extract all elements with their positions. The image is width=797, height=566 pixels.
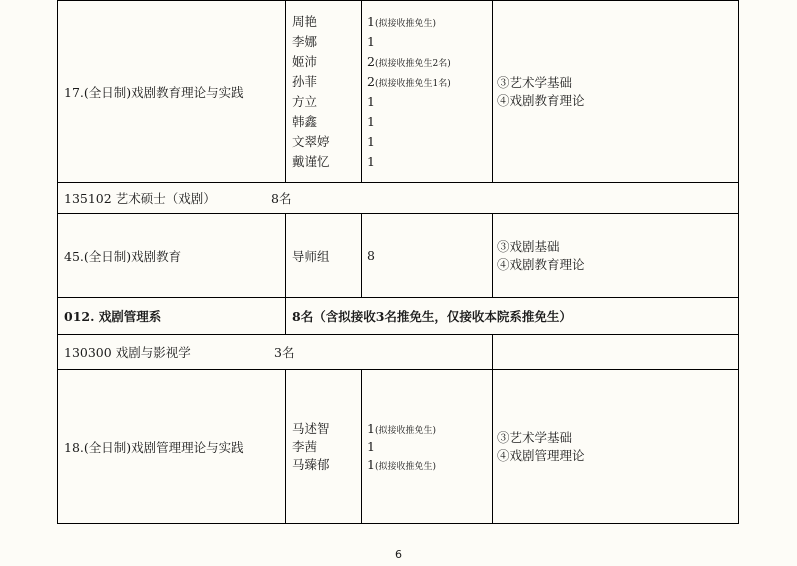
supervisor-cell xyxy=(286,214,362,298)
quota-line xyxy=(367,420,492,438)
exam-subject: ④戏剧管理理论 xyxy=(497,447,585,463)
page-number: 6 xyxy=(395,548,402,561)
quota-note: (拟接收推免生2名) xyxy=(374,58,451,69)
supervisor-name: 李茜 xyxy=(292,438,318,454)
supervisor-name: 韩鑫 xyxy=(292,113,318,129)
quota-line xyxy=(367,52,492,72)
table-row xyxy=(58,1,739,183)
supervisor-name: 马述智 xyxy=(292,420,330,436)
exam-subject: ③艺术学基础 xyxy=(497,429,573,445)
quota-line xyxy=(367,456,492,474)
empty-cell xyxy=(493,335,739,370)
quota-note: (拟接收推免生1名) xyxy=(374,78,451,89)
quota-line xyxy=(367,132,492,152)
major-name: 135102 艺术硕士（戏剧） xyxy=(64,191,216,206)
exam-subject: ④戏剧教育理论 xyxy=(497,92,585,108)
department-name: 012. 戏剧管理系 xyxy=(64,309,162,324)
major-header-cell xyxy=(58,183,739,214)
major-name: 130300 戏剧与影视学 xyxy=(64,345,191,360)
quota-number: 2 xyxy=(367,53,375,69)
quota-note: (拟接收推免生) xyxy=(374,18,436,29)
quota-note: (拟接收推免生) xyxy=(374,425,436,436)
program-cell xyxy=(58,370,286,524)
supervisor-name: 姬沛 xyxy=(292,53,318,69)
quota-line xyxy=(367,152,492,172)
quota-line xyxy=(367,72,492,92)
department-summary: 8名（含拟接收3名推免生，仅接收本院系推免生） xyxy=(292,309,572,324)
program-cell xyxy=(58,214,286,298)
quota-number: 8 xyxy=(367,248,375,263)
quota-cell xyxy=(362,214,493,298)
supervisor-cell xyxy=(286,1,362,183)
quota-number: 1 xyxy=(367,113,375,129)
quota-number: 1 xyxy=(367,33,375,49)
exam-subjects-cell xyxy=(493,370,739,524)
quota-number: 1 xyxy=(367,153,375,169)
department-summary-cell xyxy=(286,298,739,335)
quota-number: 1 xyxy=(367,13,375,29)
supervisor-name: 马臻郁 xyxy=(292,456,330,472)
quota-number: 1 xyxy=(367,456,375,472)
exam-subject: ④戏剧教育理论 xyxy=(497,256,585,272)
exam-subjects-cell xyxy=(493,1,739,183)
quota-note: (拟接收推免生) xyxy=(374,461,436,472)
table-row xyxy=(58,214,739,298)
major-header-cell xyxy=(58,335,493,370)
quota-line xyxy=(367,112,492,132)
enrollment-table xyxy=(57,0,739,524)
quota-number: 1 xyxy=(367,133,375,149)
quota-line xyxy=(367,12,492,32)
exam-subject: ③艺术学基础 xyxy=(497,74,573,90)
department-cell xyxy=(58,298,286,335)
major-count: 3名 xyxy=(274,345,295,360)
quota-number: 1 xyxy=(367,93,375,109)
supervisor-name: 方立 xyxy=(292,93,318,109)
table-row xyxy=(58,298,739,335)
table-row xyxy=(58,335,739,370)
quota-cell xyxy=(362,1,493,183)
quota-cell xyxy=(362,370,493,524)
exam-subject: ③戏剧基础 xyxy=(497,238,560,254)
exam-subjects-cell xyxy=(493,214,739,298)
quota-line xyxy=(367,92,492,112)
table-row xyxy=(58,370,739,524)
quota-number: 1 xyxy=(367,420,375,436)
program-name: 18.(全日制)戏剧管理理论与实践 xyxy=(64,439,244,455)
supervisor-name: 周艳 xyxy=(292,13,318,29)
supervisor-name: 文翠婷 xyxy=(292,133,330,149)
supervisor-cell xyxy=(286,370,362,524)
supervisor-name: 导师组 xyxy=(292,248,330,264)
table-row xyxy=(58,183,739,214)
program-name: 17.(全日制)戏剧教育理论与实践 xyxy=(64,84,244,100)
major-count: 8名 xyxy=(271,191,292,206)
quota-number: 1 xyxy=(367,438,375,454)
supervisor-name: 孙菲 xyxy=(292,73,318,89)
quota-number: 2 xyxy=(367,73,375,89)
program-cell xyxy=(58,1,286,183)
supervisor-name: 李娜 xyxy=(292,33,318,49)
supervisor-name: 戴谨忆 xyxy=(292,153,330,169)
program-name: 45.(全日制)戏剧教育 xyxy=(64,248,182,264)
quota-line xyxy=(367,32,492,52)
quota-line xyxy=(367,438,492,456)
